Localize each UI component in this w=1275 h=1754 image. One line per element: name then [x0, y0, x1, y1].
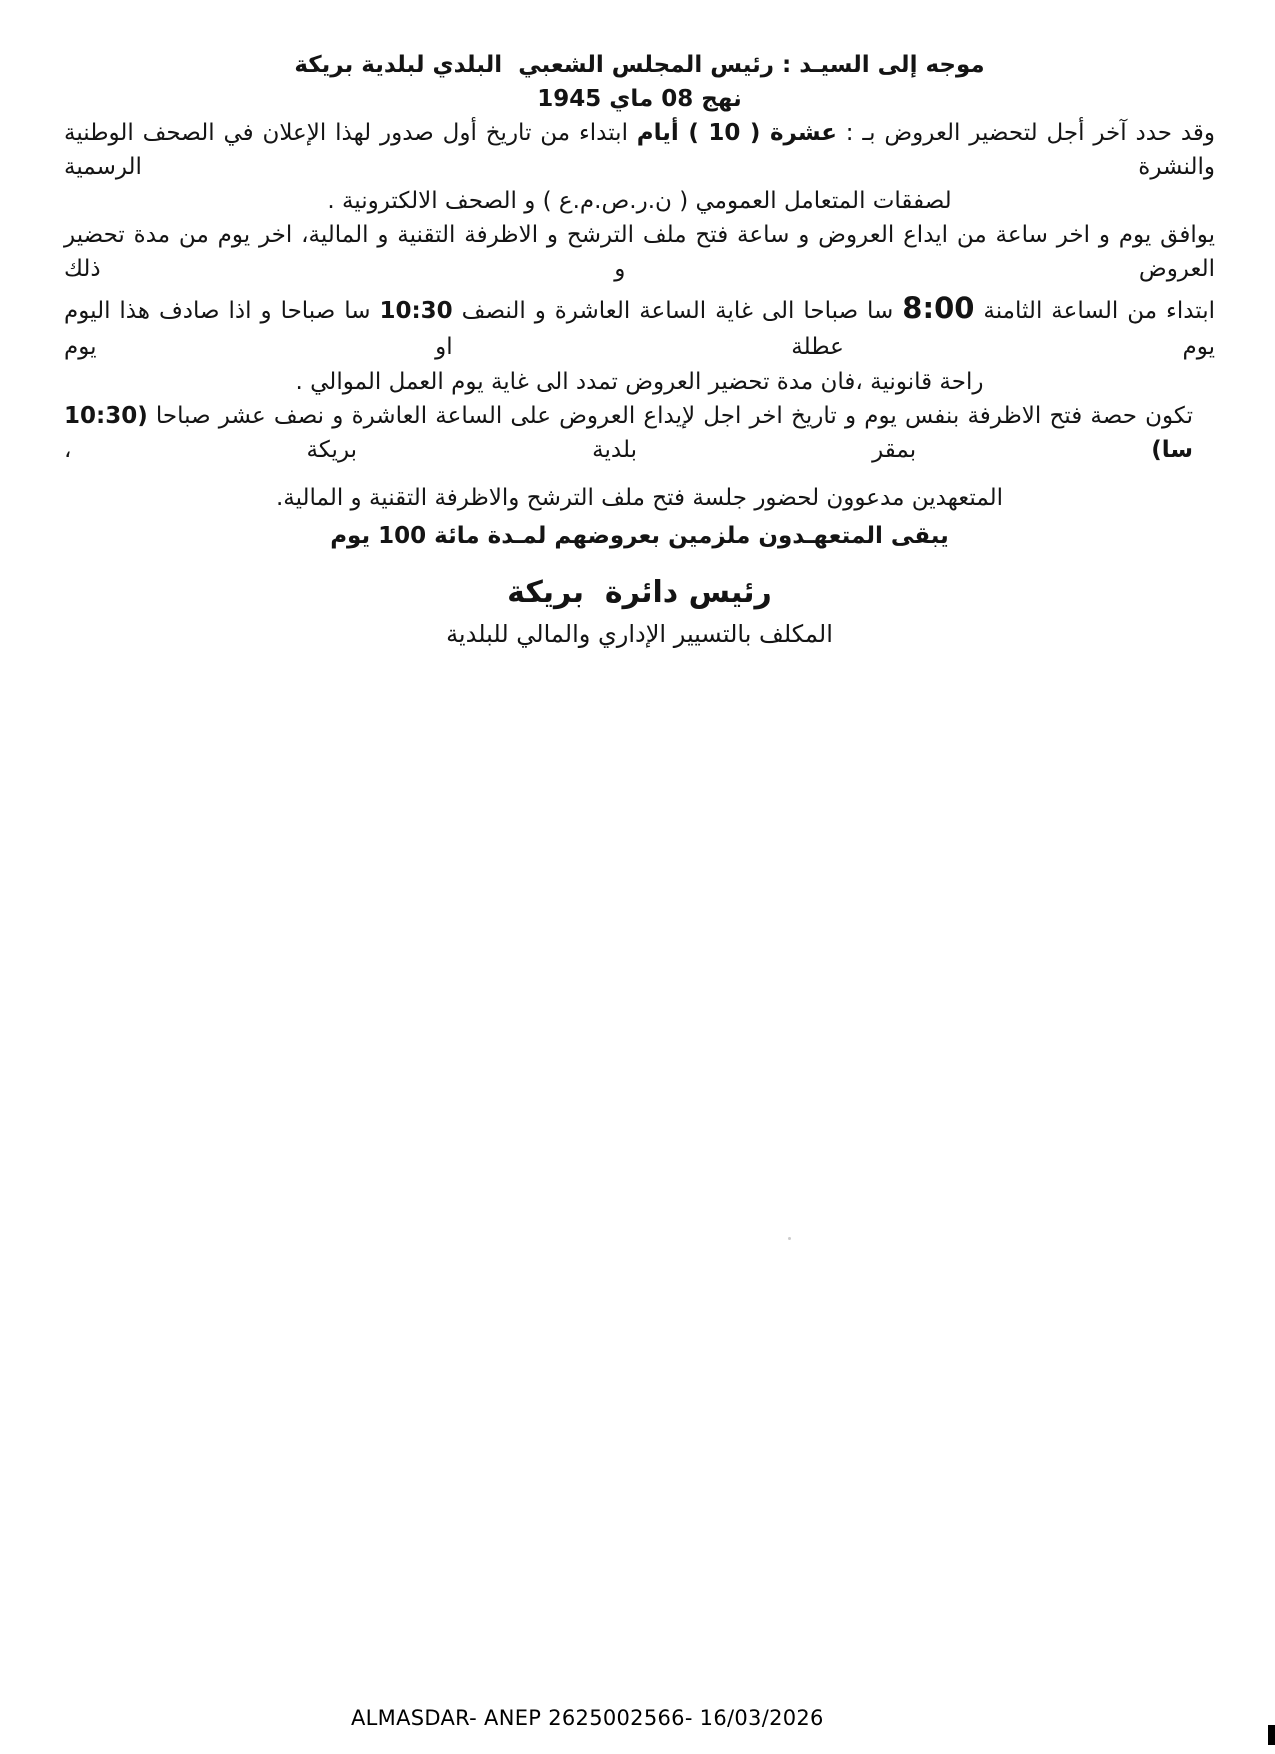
opening-session-time-bold: (10:30 سا): [64, 403, 1193, 463]
opening-paragraph-line1: [64, 399, 1215, 467]
page-edge-mark: [1268, 1725, 1275, 1745]
deadline-text-end: ابتداء من تاريخ أول صدور لهذا الإعلان في الصحف الوطنية والنشرة الرسمية: [64, 120, 1215, 180]
deadline-duration-bold: عشرة ( 10 ) أيام: [636, 120, 837, 146]
timing-text-start: ابتداء من الساعة الثامنة: [974, 298, 1216, 324]
footer-reference: ALMASDAR- ANEP 2625002566- 16/03/2026: [351, 1706, 824, 1730]
opening-text-end: بمقر بلدية بريكة ،: [64, 437, 1152, 463]
validity-line: يبقى المتعهـدون ملزمين بعروضهم لمـدة مائة 100 يوم: [330, 523, 949, 549]
deadline-text-start: وقد حدد آخر أجل لتحضير العروض بـ :: [836, 120, 1215, 146]
deadline-paragraph-line1: [64, 116, 1215, 184]
document-body: [0, 0, 1275, 651]
signature-title: رئيس دائرة بريكة: [507, 575, 772, 610]
opening-hour-value: 8:00: [902, 291, 975, 325]
scan-artifact-dot: [788, 1237, 791, 1240]
deadline-paragraph-line2: لصفقات المتعامل العمومي ( ن.ر.ص.م.ع ) و الصحف الالكترونية .: [327, 188, 952, 214]
opening-text-start: تكون حصة فتح الاظرفة بنفس يوم و تاريخ اخر اجل لإيداع العروض على الساعة العاشرة و نصف عشر صباحا: [147, 403, 1193, 429]
timing-paragraph-line3: راحة قانونية ،فان مدة تحضير العروض تمدد الى غاية يوم العمل الموالي .: [295, 369, 984, 395]
addressee-line: موجه إلى السيـد : رئيس المجلس الشعبي البلدي لبلدية بريكة: [294, 52, 985, 78]
signature-subtitle: المكلف بالتسيير الإداري والمالي للبلدية: [446, 620, 833, 648]
timing-paragraph-line2: [64, 290, 1215, 365]
timing-paragraph-line1: يوافق يوم و اخر ساعة من ايداع العروض و ساعة فتح ملف الترشح و الاظرفة التقنية و المالية، اخر يوم من مدة تحضير العروض و ذلك: [64, 222, 1215, 282]
closing-hour-value: 10:30: [379, 298, 453, 324]
timing-text-end: سا صباحا و اذا صادف هذا اليوم يوم عطلة او يوم: [64, 298, 1215, 360]
opening-paragraph-line2: المتعهدين مدعوون لحضور جلسة فتح ملف الترشح والاظرفة التقنية و المالية.: [275, 485, 1004, 511]
address-line: نهج 08 ماي 1945: [537, 86, 742, 112]
timing-text-middle: سا صباحا الى غاية الساعة العاشرة و النصف: [452, 298, 903, 324]
